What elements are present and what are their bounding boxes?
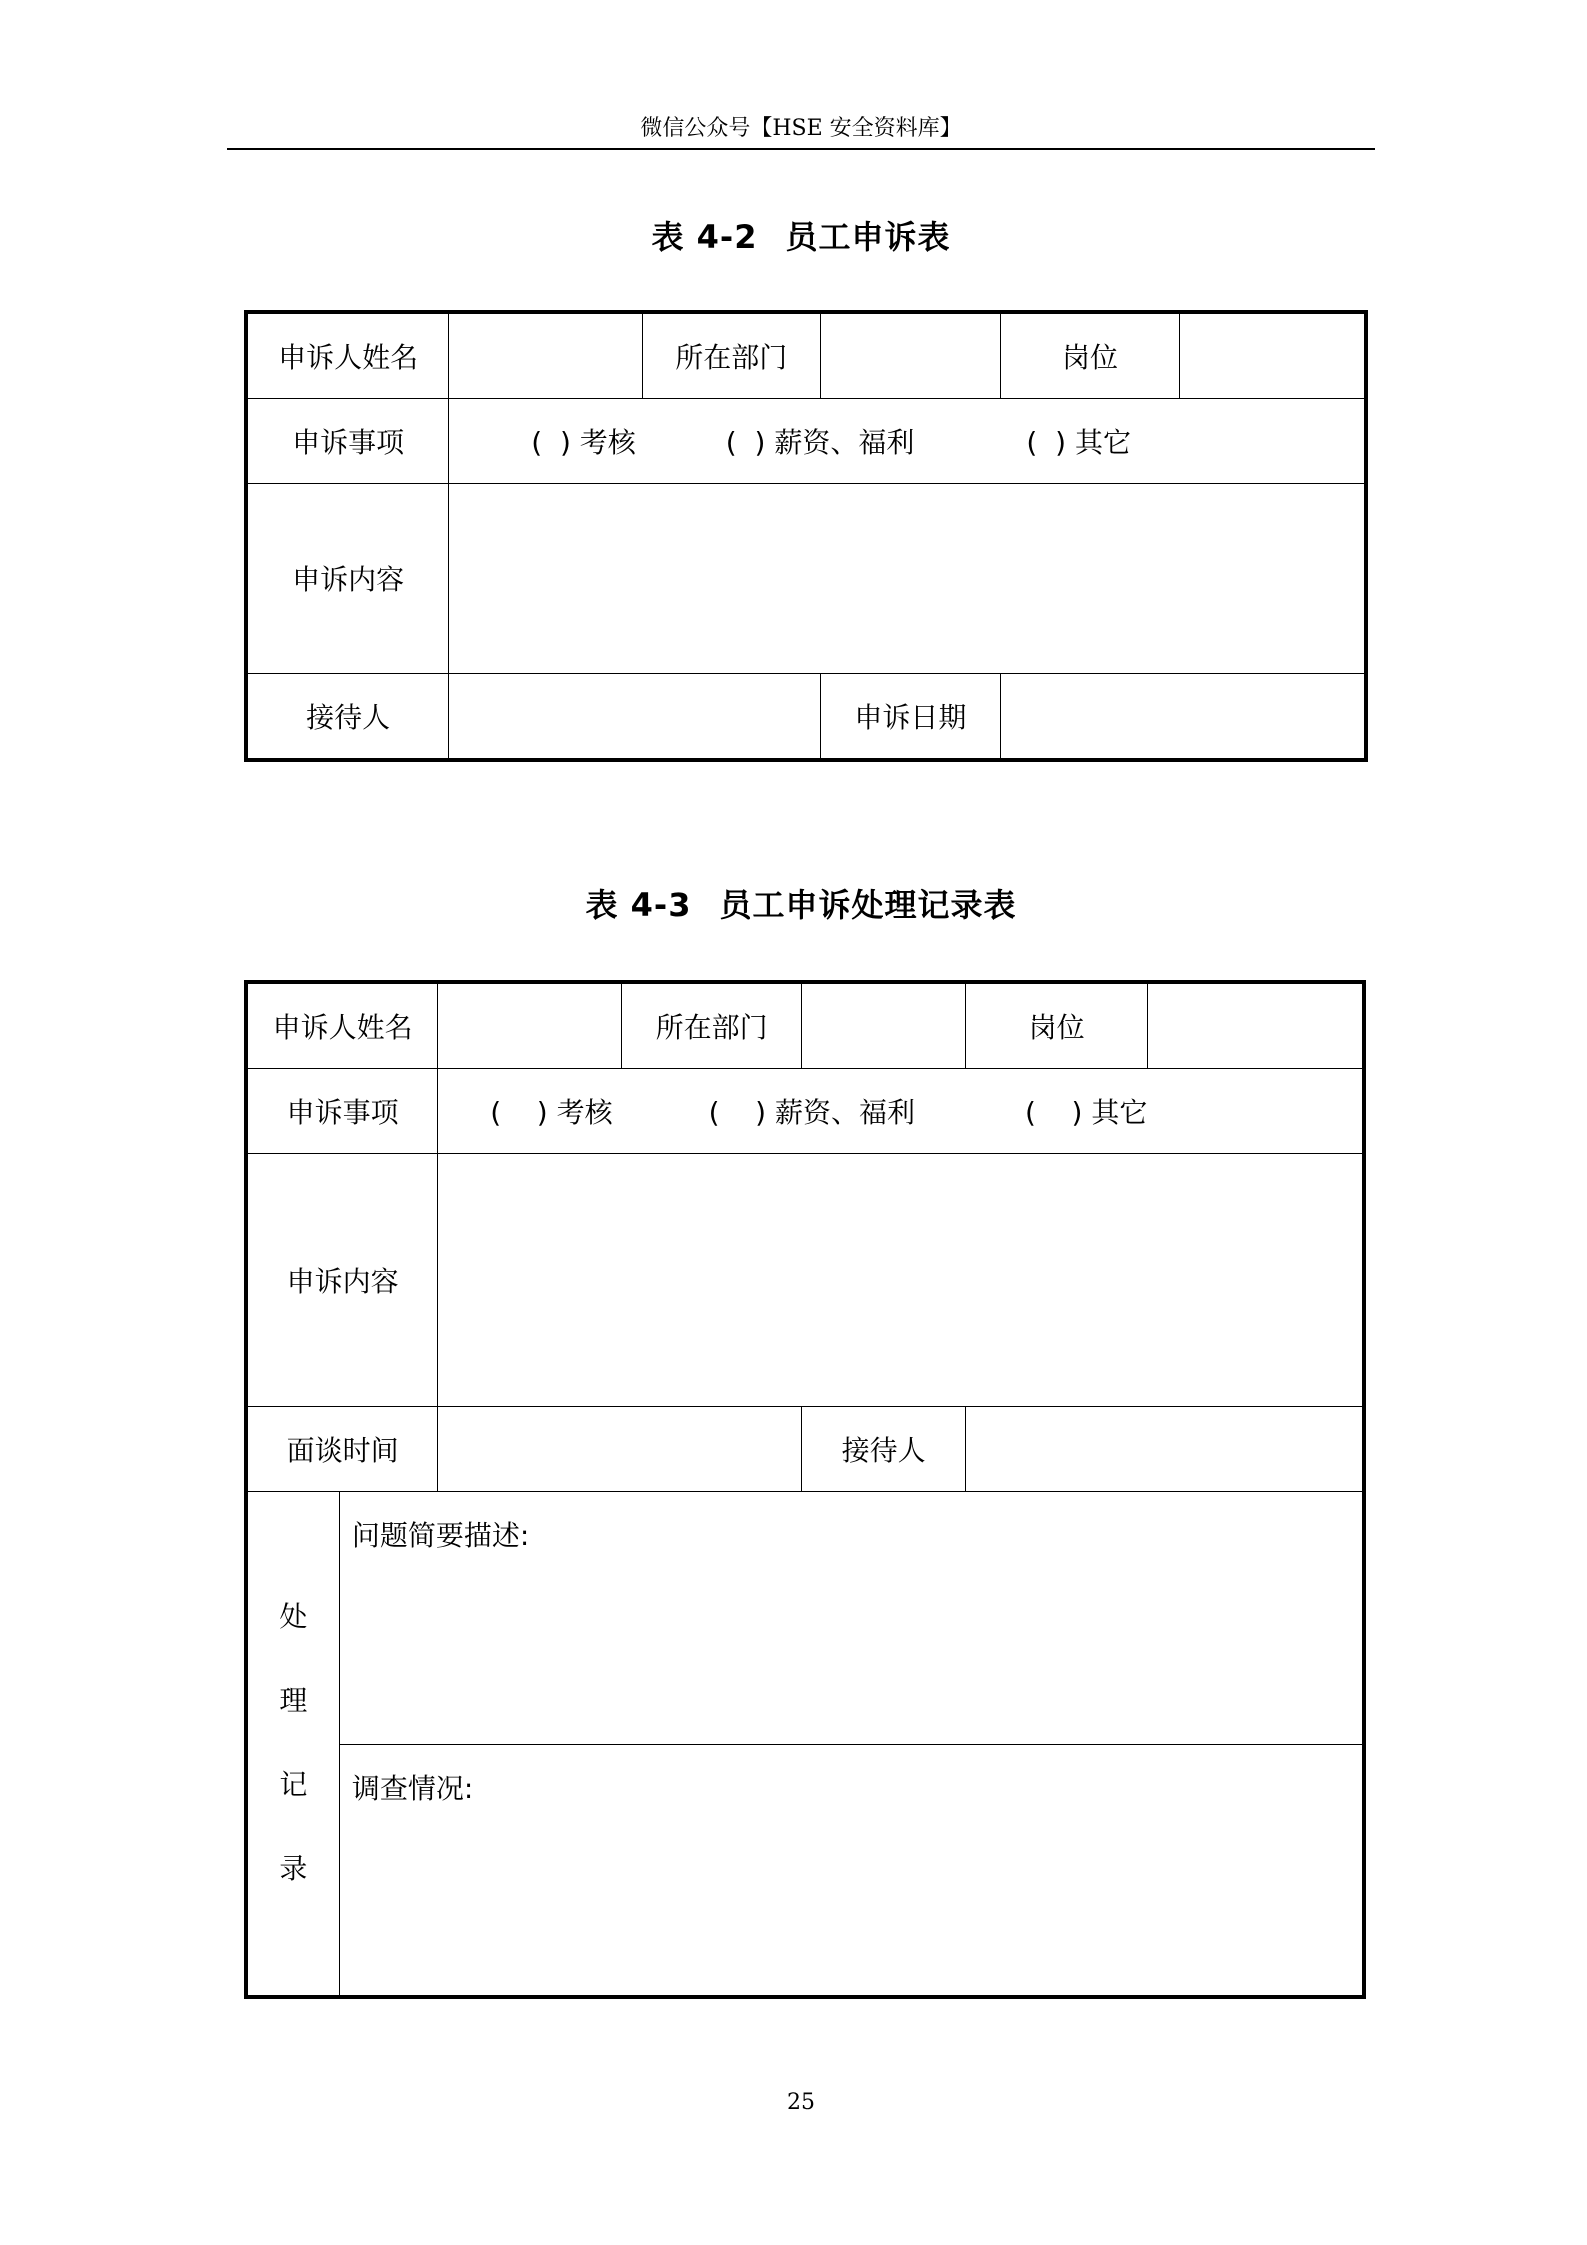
table-row [246, 483, 1366, 673]
applicant-name-field[interactable] [449, 312, 643, 398]
complaint-date-label: 申诉日期 [820, 673, 1001, 760]
complaint-record-table [244, 980, 1366, 1999]
complaint-date-field[interactable] [1001, 673, 1366, 760]
option-appraisal[interactable] [490, 1091, 612, 1131]
table-row [246, 1406, 1364, 1491]
table-row [246, 1153, 1364, 1406]
complaint-matter-label: 申诉事项 [246, 1068, 438, 1153]
option-label: 薪资、福利 [774, 1095, 915, 1129]
option-other[interactable] [1026, 421, 1131, 461]
record-char: 理 [279, 1684, 308, 1718]
complaint-content-field[interactable] [438, 1153, 1364, 1406]
table2-title-number: 表 4-3 [585, 886, 692, 924]
table-row [246, 982, 1364, 1068]
checkbox-paren: ( ) [490, 1095, 548, 1129]
table-row [246, 673, 1366, 760]
processing-record-label [246, 1491, 339, 1997]
department-label: 所在部门 [642, 312, 820, 398]
header-rule [227, 148, 1375, 150]
option-label: 薪资、福利 [774, 425, 915, 459]
table1-title [227, 212, 1375, 258]
table-row [246, 1491, 1364, 1744]
investigation-field[interactable] [339, 1744, 1364, 1997]
option-salary-benefit[interactable] [726, 421, 915, 461]
complaint-form-table [244, 310, 1368, 762]
receiver-field[interactable] [965, 1406, 1364, 1491]
post-field[interactable] [1148, 982, 1364, 1068]
option-label: 其它 [1091, 1095, 1148, 1129]
checkbox-paren: ( ) [725, 425, 766, 459]
checkbox-paren: ( ) [708, 1095, 767, 1129]
complaint-matter-options [449, 398, 1366, 483]
applicant-name-field[interactable] [438, 982, 622, 1068]
checkbox-paren: ( ) [1026, 425, 1067, 459]
problem-description-label: 问题简要描述: [351, 1518, 530, 1552]
investigation-label: 调查情况: [351, 1771, 474, 1805]
table2-title [227, 880, 1375, 926]
problem-description-field[interactable] [339, 1491, 1364, 1744]
checkbox-paren: ( ) [1025, 1095, 1083, 1129]
option-other[interactable] [1025, 1091, 1147, 1131]
applicant-name-label: 申诉人姓名 [246, 982, 438, 1068]
table-row [246, 1744, 1364, 1997]
receiver-label: 接待人 [246, 673, 449, 760]
table1-title-name: 员工申诉表 [785, 218, 951, 256]
table-row [246, 1068, 1364, 1153]
receiver-field[interactable] [449, 673, 820, 760]
receiver-label: 接待人 [802, 1406, 965, 1491]
post-label: 岗位 [1001, 312, 1180, 398]
record-char: 处 [279, 1600, 308, 1634]
post-label: 岗位 [965, 982, 1148, 1068]
department-label: 所在部门 [621, 982, 802, 1068]
page-number: 25 [787, 2090, 815, 2115]
option-label: 考核 [556, 1095, 613, 1129]
interview-time-field[interactable] [438, 1406, 802, 1491]
option-salary-benefit[interactable] [709, 1091, 915, 1131]
complaint-matter-label: 申诉事项 [246, 398, 449, 483]
applicant-name-label: 申诉人姓名 [246, 312, 449, 398]
table-row [246, 398, 1366, 483]
complaint-content-label: 申诉内容 [246, 1153, 438, 1406]
option-label: 考核 [579, 425, 636, 459]
complaint-content-field[interactable] [449, 483, 1366, 673]
post-field[interactable] [1179, 312, 1366, 398]
record-char: 录 [279, 1852, 308, 1886]
table1-title-number: 表 4-2 [651, 218, 758, 256]
department-field[interactable] [820, 312, 1001, 398]
complaint-content-label: 申诉内容 [246, 483, 449, 673]
department-field[interactable] [802, 982, 965, 1068]
record-char: 记 [279, 1768, 308, 1802]
complaint-matter-options [438, 1068, 1364, 1153]
interview-time-label: 面谈时间 [246, 1406, 438, 1491]
page-header: 微信公众号【HSE 安全资料库】 [640, 116, 962, 141]
option-label: 其它 [1074, 425, 1131, 459]
option-appraisal[interactable] [531, 421, 636, 461]
table-row [246, 312, 1366, 398]
table2-title-name: 员工申诉处理记录表 [719, 886, 1017, 924]
checkbox-paren: ( ) [531, 425, 571, 459]
